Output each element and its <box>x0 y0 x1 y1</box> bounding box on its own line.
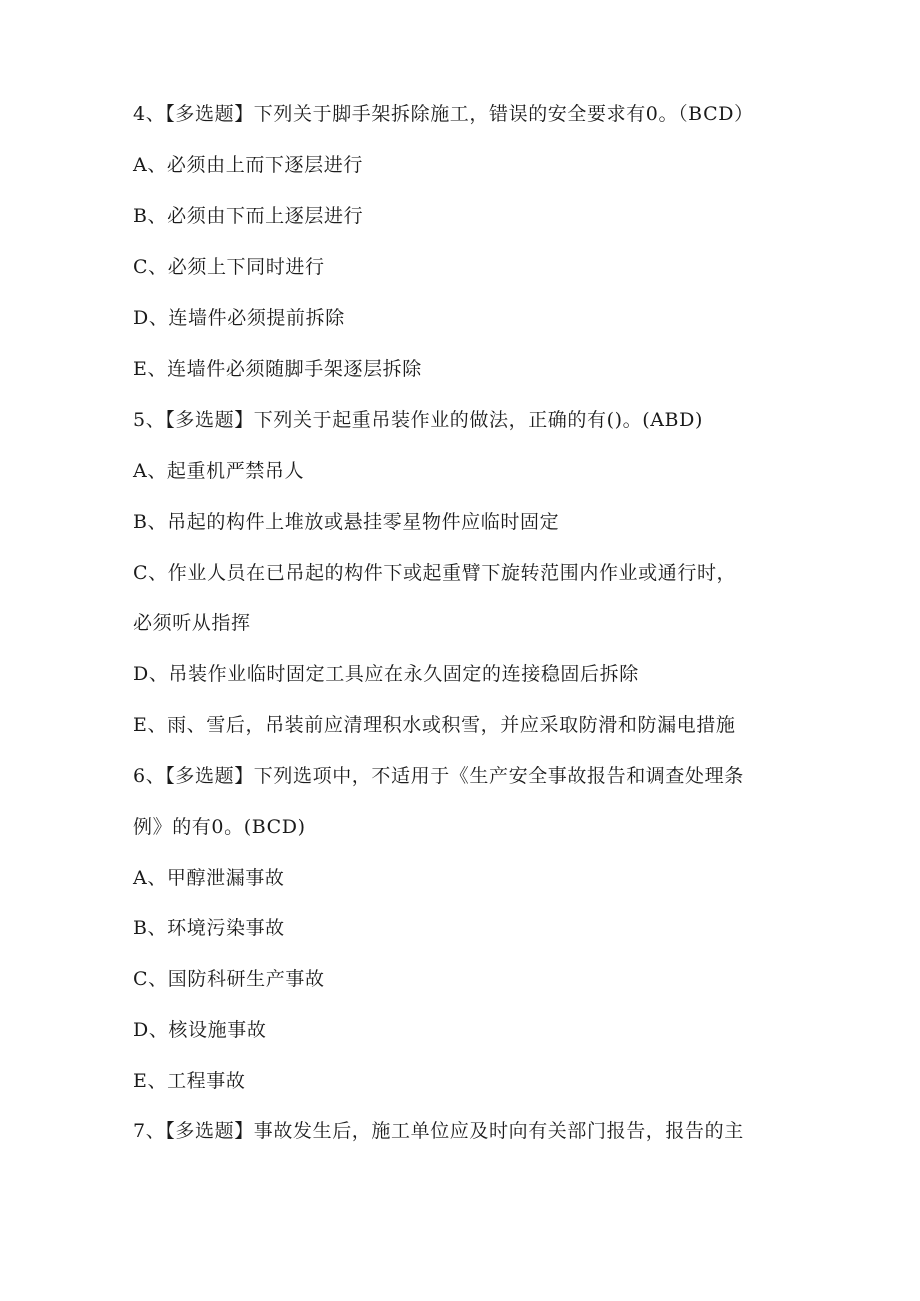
question-6-option-c: C、国防科研生产事故 <box>133 968 325 990</box>
question-6-stem: 6、【多选题】下列选项中，不适用于《生产安全事故报告和调查处理条 <box>133 765 744 787</box>
question-6-option-b: B、环境污染事故 <box>133 917 285 939</box>
question-6-option-a: A、甲醇泄漏事故 <box>133 867 285 889</box>
question-5-option-c: C、作业人员在已吊起的构件下或起重臂下旋转范围内作业或通行时， <box>133 562 737 584</box>
question-4-option-c: C、必须上下同时进行 <box>133 256 325 278</box>
question-6-option-e: E、工程事故 <box>133 1070 246 1092</box>
question-5-option-a: A、起重机严禁吊人 <box>133 460 305 482</box>
question-4-option-d: D、连墙件必须提前拆除 <box>133 307 345 329</box>
question-4-stem: 4、【多选题】下列关于脚手架拆除施工，错误的安全要求有0。（BCD） <box>133 103 754 125</box>
question-6-option-d: D、核设施事故 <box>133 1019 267 1041</box>
question-7-stem: 7、【多选题】事故发生后，施工单位应及时向有关部门报告，报告的主 <box>133 1120 744 1142</box>
question-6-stem-continued: 例》的有0。(BCD) <box>133 816 306 838</box>
question-4-option-a: A、必须由上而下逐层进行 <box>133 154 363 176</box>
question-5-option-c-continued: 必须听从指挥 <box>133 612 251 634</box>
question-4-option-e: E、连墙件必须随脚手架逐层拆除 <box>133 358 422 380</box>
question-5-option-d: D、吊装作业临时固定工具应在永久固定的连接稳固后拆除 <box>133 663 639 685</box>
question-5-option-e: E、雨、雪后，吊装前应清理积水或积雪，并应采取防滑和防漏电措施 <box>133 714 736 736</box>
question-4-option-b: B、必须由下而上逐层进行 <box>133 205 364 227</box>
question-5-stem: 5、【多选题】下列关于起重吊装作业的做法，正确的有()。(ABD) <box>133 409 703 431</box>
question-5-option-b: B、吊起的构件上堆放或悬挂零星物件应临时固定 <box>133 511 560 533</box>
